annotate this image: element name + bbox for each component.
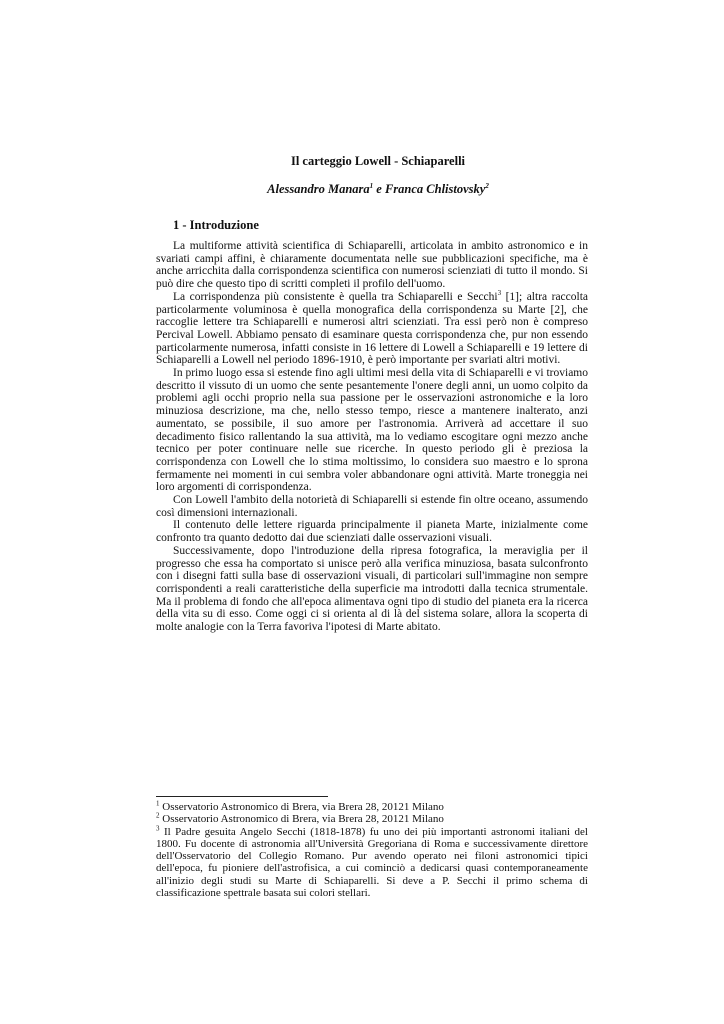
paragraph-5: Il contenuto delle lettere riguarda principalmente il pianeta Marte, inizialmente come confronto tra quanto dedotto dai due scienziati dalle osservazioni visuali. bbox=[156, 519, 588, 545]
footnote-mark: 1 bbox=[156, 799, 160, 808]
authors-line bbox=[16, 182, 724, 197]
section-heading: 1 - Introduzione bbox=[173, 218, 259, 232]
paragraph-6: Successivamente, dopo l'introduzione della ripresa fotografica, la meraviglia per il progresso che essa ha comportato si unisce però alla verifica minuziosa, basata sulconfronto con i disegni fatti sulla base di osservazioni visuali, di particolari sull'immagine non sempre corrispondenti a reali caratteristiche della superficie ma introdotti dalla tecnica strumentale. Ma il problema di fondo che all'epoca alimentava ogni tipo di studio del pianeta era la ricerca della vita su di esso. Come oggi ci si orienta al di là del sistema solare, allora la scoperta di molte analogie con la Terra favoriva l'ipotesi di Marte abitato. bbox=[156, 544, 588, 634]
author-name-2: Franca Chlistovsky bbox=[384, 182, 486, 197]
footnote-3 bbox=[156, 823, 588, 900]
footnote-mark: 3 bbox=[156, 823, 160, 832]
paragraph-2-text-a: La corrispondenza più consistente è quella tra Schiaparelli e Secchi bbox=[173, 290, 498, 303]
authors-conjunction: e bbox=[373, 182, 385, 197]
footnote-separator bbox=[156, 796, 328, 797]
footnote-text: Il Padre gesuita Angelo Secchi (1818-1878) fu uno dei più importanti astronomi italiani del 1800. Fu docente di astronomia all'Università Gregoriana di Roma e successivamente direttore dell'Osservatorio del Collegio Romano. Pur avendo operato nei filoni astronomici tipici dell'epoca, fu pioniere dell'astrofisica, a cui cominciò a dedicarsi quasi contemporaneamente all'inizio degli studi su Marte di Schiaparelli. Si deve a P. Secchi il primo schema di classificazione spettrale basata sui colori stellari. bbox=[156, 825, 588, 900]
footnote-text: Osservatorio Astronomico di Brera, via Brera 28, 20121 Milano bbox=[159, 813, 444, 826]
author-name-1: Alessandro Manara bbox=[267, 182, 370, 197]
body-text bbox=[156, 240, 588, 634]
footnote-1 bbox=[156, 801, 588, 813]
footnote-ref-1: 1 bbox=[369, 182, 374, 190]
footnotes bbox=[156, 801, 588, 899]
paragraph-2-text-b: [1]; altra raccolta particolarmente voluminosa è quella monografica della corrispondenza su Marte [2], che raccoglie lettere tra Schiaparelli e numerosi altri scienziati. Tra essi però non è compreso Percival Lowell. Abbiamo pensato di esaminare questa corrispondenza che, pur non essendo particolarmente numerosa, infatti consiste in 16 lettere di Lowell a Schiaparelli e 19 lettere di Schiaparelli a Lowell nel periodo 1896-1910, è però importante per svariati altri motivi. bbox=[156, 290, 589, 367]
paragraph-4: Con Lowell l'ambito della notorietà di Schiaparelli si estende fin oltre oceano, assumendo così dimensioni internazionali. bbox=[156, 494, 588, 519]
paragraph-1: La multiforme attività scientifica di Schiaparelli, articolata in ambito astronomico e in svariati campi affini, è chiaramente documentata nelle sue pubblicazioni specifiche, ma è anche arricchita dalla corrispondenza scientifica con numerosi scienziati di tutto il mondo. Si può dire che questo tipo di scritti completi il profilo dell'uomo. bbox=[156, 240, 588, 291]
footnote-ref-2: 2 bbox=[485, 182, 489, 190]
footnote-text: Osservatorio Astronomico di Brera, via Brera 28, 20121 Milano bbox=[159, 801, 444, 813]
footnote-2 bbox=[156, 813, 588, 825]
paragraph-2 bbox=[156, 288, 589, 367]
paragraph-3: In primo luogo essa si estende fino agli ultimi mesi della vita di Schiaparelli e vi troviamo descritto il vissuto di un uomo che sente pesantemente l'onere degli anni, un uomo colpito da problemi agli occhi proprio nella sua passione per le osservazioni astronomiche e la loro minuziosa descrizione, ma che, nello stesso tempo, riesce a mantenere inalterato, anzi aumentato, se possibile, il suo amore per l'astronomia. Arriverà ad accettare il suo decadimento fisico rallentando la sua attività, ma lo vediamo escogitare ogni mezzo anche tecnico per poter continuare nelle sue ricerche. In questo periodo gli è preziosa la corrispondenza con Lowell che lo stima moltissimo, lo considera suo maestro e lo sprona fermamente nei momenti in cui sembra voler abbandonare ogni attività. Marte troneggia nei loro argomenti di corrispondenza. bbox=[156, 367, 588, 494]
footnote-mark: 2 bbox=[156, 811, 160, 820]
footnote-ref-3: 3 bbox=[497, 288, 502, 297]
document-title: Il carteggio Lowell - Schiaparelli bbox=[290, 154, 466, 168]
